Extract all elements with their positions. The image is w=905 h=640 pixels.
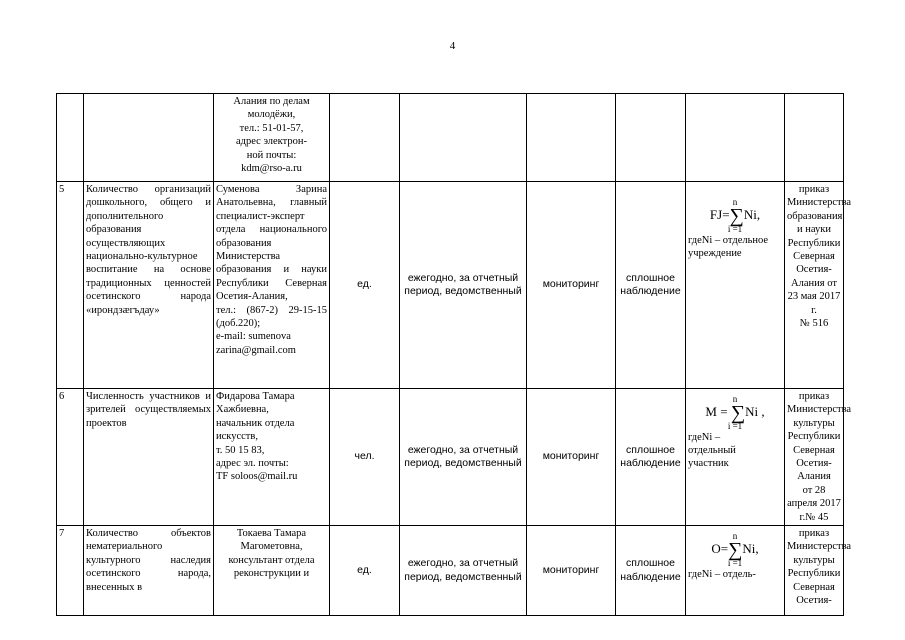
formula-lhs: O= [711,541,729,557]
cell-responsible: Фидарова Тамара Хажбиевна, начальник отдела искусств, т. 50 15 83, адрес эл. почты: TF soloos@mail.ru [214,389,330,526]
formula-expression [688,205,782,227]
formula-description: гдеNi – отдельный участник [688,432,736,469]
sigma-icon: ∑ [729,205,744,227]
cell-responsible: Токаева Тамара Магометовна, консультант отдела реконструкции и [214,526,330,616]
cell-document: приказ Министерства культуры Республики Северная Осетия-Алания от 28 апреля 2017 г.№ 45 [785,389,844,526]
cell-observation: сплошное наблюдение [616,389,686,526]
formula-upper-limit: n [732,531,738,542]
cell-num: 6 [57,389,84,526]
formula-expression [688,402,782,424]
sigma-icon: ∑ [730,402,746,424]
sigma-icon: ∑ [728,539,743,562]
formula-expression [688,539,782,562]
table-row [57,182,844,389]
formula-variable: Ni, [742,541,759,557]
cell-indicator: Количество объектов нематериального культурного наследия осетинского народа, внесенных в [84,526,214,616]
cell-document: приказ Министерства культуры Республики Северная Осетия- [785,526,844,616]
table-row [57,389,844,526]
cell-document [785,94,844,182]
cell-indicator: Количество организаций дошкольного, общего и дополнительного образования осуществляющих национально-культурное воспитание на основе традиционных ценностей осетинского народа «ирондзæгъдау» [84,182,214,389]
cell-document: приказ Министерства образования и науки Республики Северная Осетия-Алания от 23 мая 2017 г. № 516 [785,182,844,389]
cell-num [57,94,84,182]
cell-method: мониторинг [527,389,616,526]
cell-responsible: Суменова Зарина Анатольевна, главный специалист-эксперт отдела национального образования Министерства образования и науки Республики Северная Осетия-Алания, тел.: (867-2) 29-15-15 (доб.220); e-mail: sumenova zarina@gmail.com [214,182,330,389]
cell-unit: ед. [330,526,400,616]
cell-observation [616,94,686,182]
cell-indicator: Численность участников и зрителей осуществляемых проектов [84,389,214,526]
formula-lhs: FJ= [709,207,730,222]
formula-variable: Ni , [745,404,765,419]
cell-unit: чел. [330,389,400,526]
cell-observation: сплошное наблюдение [616,182,686,389]
formula-description: гдеNi – отдельное учреждение [688,235,769,259]
cell-formula [686,526,785,616]
formula-upper-limit: n [732,394,738,404]
cell-unit: ед. [330,182,400,389]
formula-lower-limit: i =1 [727,224,743,234]
formula-variable: Ni, [743,207,761,222]
cell-formula [686,389,785,526]
formula-lower-limit: i =1 [727,558,743,569]
cell-method [527,94,616,182]
cell-period: ежегодно, за отчетный период, ведомственный [400,389,527,526]
table-row [57,526,844,616]
cell-responsible: Алания по делам молодёжи, тел.: 51-01-57, адрес электрон- ной почты: kdm@rso-a.ru [214,94,330,182]
formula-lower-limit: i =1 [727,421,743,431]
cell-method: мониторинг [527,526,616,616]
cell-period: ежегодно, за отчетный период, ведомственный [400,182,527,389]
page-number: 4 [449,40,456,52]
cell-num: 7 [57,526,84,616]
cell-formula [686,182,785,389]
formula-lhs: M = [705,404,731,419]
cell-formula [686,94,785,182]
formula-upper-limit: n [732,197,738,207]
cell-observation: сплошное наблюдение [616,526,686,616]
table-row [57,94,844,182]
cell-num: 5 [57,182,84,389]
cell-period: ежегодно, за отчетный период, ведомственный [400,526,527,616]
cell-period [400,94,527,182]
cell-unit [330,94,400,182]
cell-method: мониторинг [527,182,616,389]
indicators-table [56,93,852,616]
formula-description: гдеNi – отдель- [688,569,756,581]
cell-indicator [84,94,214,182]
